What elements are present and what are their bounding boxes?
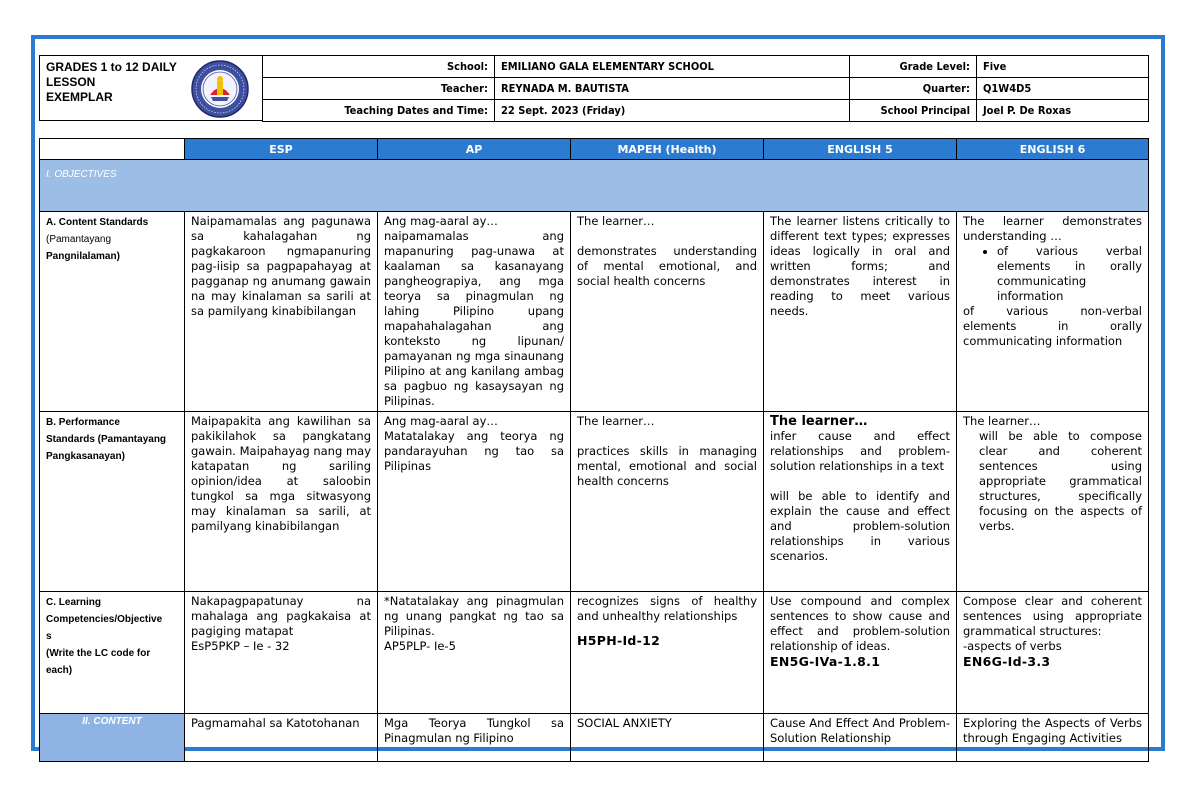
cell-text: The learner… bbox=[963, 414, 1041, 428]
cell-text: -aspects of verbs bbox=[963, 639, 1062, 653]
cell-text: Cause And Effect And Problem-Solution Relationship bbox=[770, 716, 950, 745]
school-label: School: bbox=[263, 56, 495, 78]
lesson-plan-table bbox=[39, 138, 1149, 762]
grade-level-label: Grade Level: bbox=[850, 56, 977, 78]
english5-performance-standard bbox=[764, 412, 957, 592]
document-title bbox=[46, 60, 196, 105]
objectives-label: I. OBJECTIVES bbox=[46, 169, 117, 180]
english5-competency bbox=[764, 592, 957, 714]
row-label-line: A. Content Standards bbox=[46, 217, 149, 228]
learning-competencies-row bbox=[40, 592, 1149, 714]
cell-text: Mga Teorya Tungkol sa Pinagmulan ng Filipino bbox=[384, 716, 564, 745]
lc-code: AP5PLP- Ie-5 bbox=[384, 639, 456, 653]
quarter-label: Quarter: bbox=[850, 78, 977, 100]
ap-content bbox=[378, 714, 571, 762]
cell-text: infer cause and effect relationships and problem-solution relationships in a text bbox=[770, 429, 950, 473]
header-title-box bbox=[39, 55, 263, 121]
objectives-row bbox=[40, 160, 1149, 212]
cell-text: Use compound and complex sentences to show cause and effect and problem-solution relationship of ideas. bbox=[770, 594, 950, 653]
cell-text: Nakapagpapatunay na mahalaga ang pagkakaisa at pagiging matapat bbox=[191, 594, 371, 638]
row-label-line: Pangnilalaman) bbox=[46, 251, 120, 262]
lc-code: H5PH-Id-12 bbox=[577, 633, 661, 648]
content-standards-row bbox=[40, 212, 1149, 412]
esp-content-standard bbox=[185, 212, 378, 412]
column-header-mapeh: MAPEH (Health) bbox=[571, 139, 764, 160]
esp-content bbox=[185, 714, 378, 762]
grade-level-value: Five bbox=[977, 56, 1149, 78]
cell-text: The learner… bbox=[577, 214, 655, 228]
content-standards-label bbox=[40, 212, 185, 412]
cell-text: of various non-verbal elements in orally communicating information bbox=[963, 304, 1142, 348]
cell-text: demonstrates understanding of mental emotional, and social health concerns bbox=[577, 244, 757, 288]
cell-text: Pagmamahal sa Katotohanan bbox=[191, 716, 360, 730]
mapeh-competency bbox=[571, 592, 764, 714]
cell-text: Maipapakita ang kawilihan sa pakikilahok sa pangkatang gawain. Maipahayag nang may katapatan ng sariling opinion/idea at saloobin tungkol sa mga sitwasyong may kinalaman sa sarili, at pamilyang kinabibilangan bbox=[191, 414, 371, 533]
teacher-label: Teacher: bbox=[263, 78, 495, 100]
english6-performance-standard bbox=[957, 412, 1149, 592]
column-header-ap: AP bbox=[378, 139, 571, 160]
teaching-dates-label: Teaching Dates and Time: bbox=[263, 100, 495, 122]
cell-text: Exploring the Aspects of Verbs through Engaging Activities bbox=[963, 716, 1142, 745]
cell-text: Compose clear and coherent sentences using appropriate grammatical structures: bbox=[963, 594, 1142, 638]
ap-competency bbox=[378, 592, 571, 714]
cell-text: naipamamalas ang mapanuring pag-unawa at kaalaman sa kasanayang pangheograpiya, ang mga teorya sa pinagmulan ng lahing Pilipino upang mapahahalagahan ang konteksto ng lipunan/ pamayanan ng mga sinaunang Pilipino at ang kanilang ambag sa pagbuo ng kasaysayan ng Pilipinas. bbox=[384, 229, 564, 408]
cell-text: Naipamamalas ang pagunawa sa kahalagahan ng pagkakaroon ngmapanuring pag-iisip sa pagpapahayag at pagganap ng anumang gawain na may kinalaman sa sarili at sa pamilyang kinabibilangan bbox=[191, 214, 371, 318]
mapeh-performance-standard bbox=[571, 412, 764, 592]
learning-competencies-label bbox=[40, 592, 185, 714]
cell-text: The learner listens critically to different text types; expresses ideas logically in oral and written forms; and demonstrates interest in reading to meet various needs. bbox=[770, 214, 950, 318]
header-info-table bbox=[262, 55, 1149, 122]
mapeh-content-standard bbox=[571, 212, 764, 412]
cell-text: practices skills in managing mental, emotional and social health concerns bbox=[577, 444, 757, 488]
cell-text: will be able to identify and explain the cause and effect and problem-solution relationships in various scenarios. bbox=[770, 489, 950, 563]
list-item: • of various verbal elements in orally communicating information bbox=[997, 244, 1142, 304]
blank-header-cell bbox=[40, 139, 185, 160]
english6-competency bbox=[957, 592, 1149, 714]
cell-text: *Natatalakay ang pinagmulan ng unang pangkat ng tao sa Pilipinas. bbox=[384, 594, 564, 638]
column-header-esp: ESP bbox=[185, 139, 378, 160]
lc-code: EsP5PKP – Ie - 32 bbox=[191, 639, 290, 653]
column-header-english6: ENGLISH 6 bbox=[957, 139, 1149, 160]
content-row bbox=[40, 714, 1149, 762]
column-header-row bbox=[40, 139, 1149, 160]
deped-seal-logo bbox=[190, 59, 250, 119]
english6-content-standard bbox=[957, 212, 1149, 412]
school-value: EMILIANO GALA ELEMENTARY SCHOOL bbox=[495, 56, 850, 78]
row-label-line: (Pamantayang bbox=[46, 234, 112, 245]
esp-competency bbox=[185, 592, 378, 714]
row-label-line: s bbox=[46, 631, 52, 642]
quarter-value: Q1W4D5 bbox=[977, 78, 1149, 100]
content-label: II. CONTENT bbox=[40, 714, 185, 762]
ap-performance-standard bbox=[378, 412, 571, 592]
mapeh-content bbox=[571, 714, 764, 762]
cell-text: The learner… bbox=[770, 414, 868, 429]
ap-content-standard bbox=[378, 212, 571, 412]
cell-text: Ang mag-aaral ay… bbox=[384, 414, 498, 428]
cell-text: Ang mag-aaral ay… bbox=[384, 214, 498, 228]
principal-label: School Principal bbox=[850, 100, 977, 122]
performance-standards-label bbox=[40, 412, 185, 592]
row-label-line: (Write the LC code for bbox=[46, 648, 151, 659]
row-label-line: Pangkasanayan) bbox=[46, 451, 125, 462]
performance-standards-row bbox=[40, 412, 1149, 592]
english6-content bbox=[957, 714, 1149, 762]
row-label-line: B. Performance bbox=[46, 417, 120, 428]
bullet-list bbox=[963, 244, 1142, 304]
cell-text: SOCIAL ANXIETY bbox=[577, 716, 672, 730]
cell-text: The learner… bbox=[577, 414, 655, 428]
row-label-line: each) bbox=[46, 665, 73, 676]
cell-text: The learner demonstrates understanding … bbox=[963, 214, 1142, 243]
lc-code: EN5G-IVa-1.8.1 bbox=[770, 654, 881, 669]
cell-text: Matatalakay ang teorya ng pandarayuhan ng tao sa Pilipinas bbox=[384, 429, 564, 473]
principal-value: Joel P. De Roxas bbox=[977, 100, 1149, 122]
title-line-2: EXEMPLAR bbox=[46, 90, 113, 104]
cell-text: will be able to compose clear and coherent sentences using appropriate grammatical structures, specifically focusing on the aspects of verbs. bbox=[979, 429, 1142, 533]
column-header-english5: ENGLISH 5 bbox=[764, 139, 957, 160]
row-label-line: Competencies/Objective bbox=[46, 614, 163, 625]
title-line-1: GRADES 1 to 12 DAILY LESSON bbox=[46, 60, 177, 89]
cell-text: recognizes signs of healthy and unhealthy relationships bbox=[577, 594, 757, 623]
esp-performance-standard bbox=[185, 412, 378, 592]
lc-code: EN6G-Id-3.3 bbox=[963, 654, 1051, 669]
english5-content-standard bbox=[764, 212, 957, 412]
row-label-line: Standards (Pamantayang bbox=[46, 434, 167, 445]
teaching-dates-value: 22 Sept. 2023 (Friday) bbox=[495, 100, 850, 122]
teacher-value: REYNADA M. BAUTISTA bbox=[495, 78, 850, 100]
english5-content bbox=[764, 714, 957, 762]
row-label-line: C. Learning bbox=[46, 597, 102, 608]
